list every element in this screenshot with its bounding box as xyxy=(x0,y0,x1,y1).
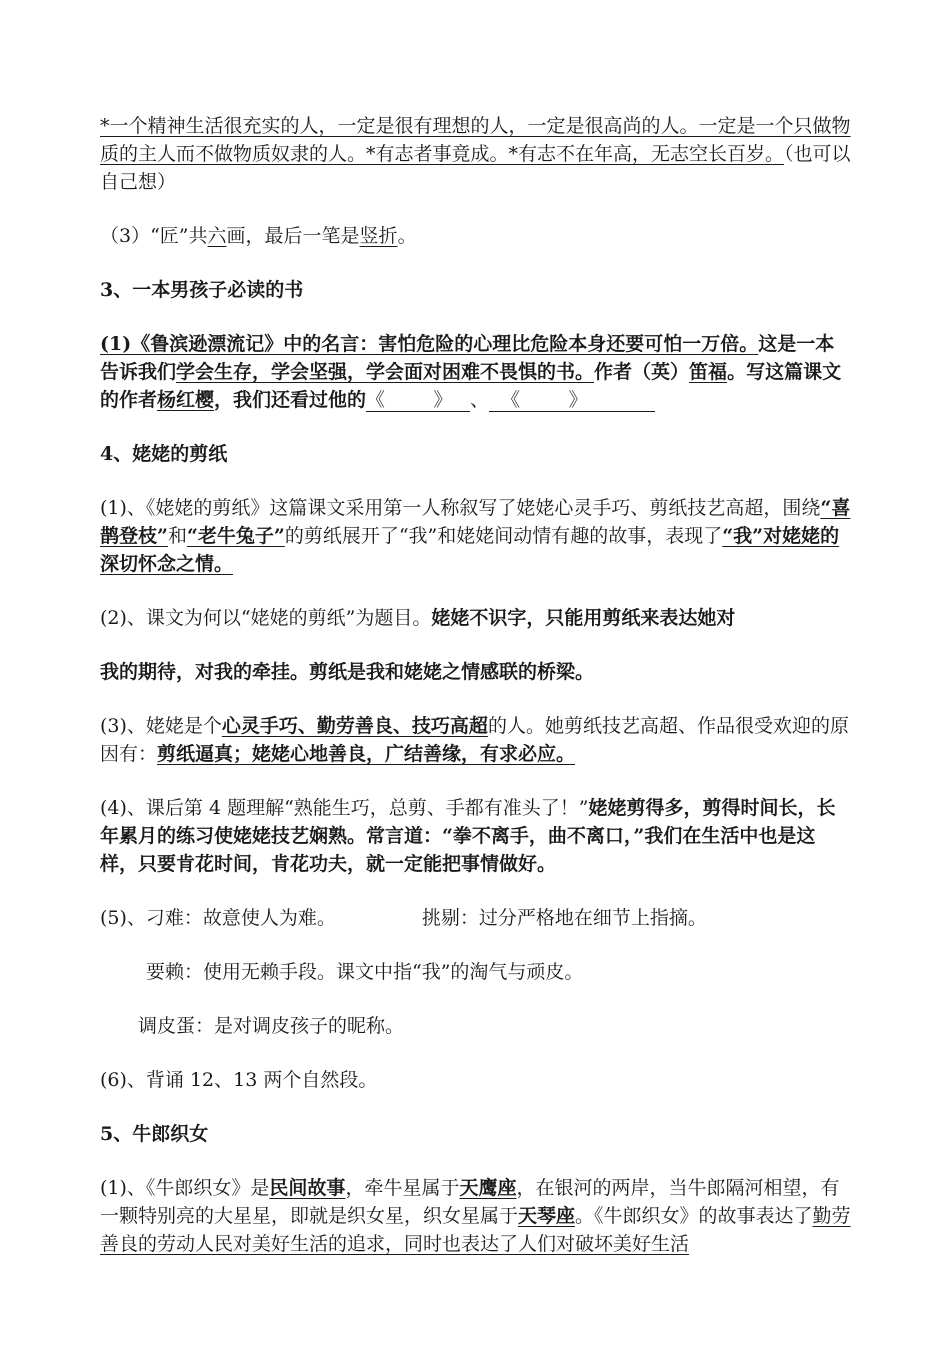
robinson-paragraph xyxy=(100,330,852,414)
vocab-term: (5)、刁难：故意使人为难。 xyxy=(100,907,336,929)
answer: 剪纸逼真；姥姥心地善良，广结善缘，有求必应。 xyxy=(157,743,576,765)
answer: 学会生存，学会坚强，学会面对困难不畏惧的书。 xyxy=(176,361,595,383)
answer: 姥姥剪得多，剪得时间长，长年累月的练习使姥姥技艺娴熟。常言道：“拳不离手，曲不离口，”我们在生活中也是这样，只要肯花时间，肯花功夫，就一定能把事情做好。 xyxy=(100,797,836,875)
cowherd-paragraph xyxy=(100,1174,852,1258)
vocab-line-2: 要赖：使用无赖手段。课文中指“我”的淘气与顽皮。 xyxy=(146,961,584,983)
text: 的人。她剪纸技艺高超、作品很受欢迎的原因有： xyxy=(100,715,849,765)
stroke-question xyxy=(100,222,852,250)
vocab-line-3: 调皮蛋：是对调皮孩子的昵称。 xyxy=(138,1015,405,1037)
text: 。写这篇课文的作者 xyxy=(100,361,842,411)
text: 。《牛郎织女》的故事表达了 xyxy=(575,1205,813,1227)
vocab-term: 挑剔：过分严格地在细节上指摘。 xyxy=(421,907,707,929)
papercut-paragraph-3 xyxy=(100,712,852,768)
answer: 姥姥不识字，只能用剪纸来表达她对 xyxy=(431,607,736,629)
quote-text: *一个精神生活很充实的人，一定是很有理想的人，一定是很高尚的人。一定是一个只做物质的主人而不做物质奴隶的人。*有志者事竟成。*有志不在年高，无志空长百岁。 xyxy=(100,115,851,165)
answer: 民间故事 xyxy=(269,1177,346,1199)
text: (4)、课后第 4 题理解“熟能生巧，总剪、手都有准头了！” xyxy=(100,797,589,819)
quote-note: （也可以自己想） xyxy=(100,143,851,193)
text: ，在银河的两岸，当牛郎隔河相望，有一颗特别亮的大星星，即就是织女星，织女星属于 xyxy=(100,1177,840,1227)
answer: “老牛兔子” xyxy=(186,525,285,547)
recite-line: (6)、背诵 12、13 两个自然段。 xyxy=(100,1069,378,1091)
section-heading-4: 4、姥姥的剪纸 xyxy=(100,443,228,465)
text: ，我们还看过他的 xyxy=(214,389,367,411)
text: 作者（英） xyxy=(594,361,690,383)
text: (1)、《牛郎织女》是 xyxy=(100,1177,270,1199)
text: (1)、《姥姥的剪纸》这篇课文采用第一人称叙写了姥姥心灵手巧、剪纸技艺高超，围绕 xyxy=(100,497,821,519)
section-heading-5: 5、牛郎织女 xyxy=(100,1123,209,1145)
section-heading-3: 3、一本男孩子必读的书 xyxy=(100,279,304,301)
text: (3)、姥姥是个 xyxy=(100,715,222,737)
quote-answer: ：害怕危险的心理比危险本身还要可怕一万倍。 xyxy=(359,333,759,355)
vocab-line-1 xyxy=(100,904,852,932)
papercut-paragraph-2 xyxy=(100,604,852,632)
blank-book-2: 《 》 xyxy=(489,389,655,412)
answer: 勤劳善良的劳动人民对美好生活的追求，同时也表达了人们对破坏美好生活 xyxy=(100,1205,851,1255)
papercut-paragraph-1 xyxy=(100,494,852,578)
answer: 心灵手巧、勤劳善良、技巧高超 xyxy=(221,715,488,737)
text: (2)、课文为何以“姥姥的剪纸”为题目。 xyxy=(100,607,432,629)
answer: 天鹰座 xyxy=(459,1177,517,1199)
text: 。 xyxy=(397,225,417,247)
text: 的剪纸展开了“我”和姥姥间动情有趣的故事，表现了 xyxy=(284,525,723,547)
author-answer: 笛福 xyxy=(689,361,728,383)
text: ，牵牛星属于 xyxy=(345,1177,460,1199)
author-answer: 杨红樱 xyxy=(157,389,215,411)
answer: 天琴座 xyxy=(518,1205,576,1227)
text: 画，最后一笔是 xyxy=(226,225,360,247)
text: (1)《鲁滨逊漂流记》中的名言 xyxy=(100,333,360,355)
answer-last-stroke: 竖折 xyxy=(359,225,398,247)
quote-paragraph xyxy=(100,112,852,196)
papercut-paragraph-4 xyxy=(100,794,852,878)
answer-stroke-count: 六 xyxy=(207,225,227,247)
blank-book-1: 《 》 xyxy=(366,389,470,412)
answer: “我”对姥姥的深切怀念之情。 xyxy=(100,525,840,575)
text: 和 xyxy=(167,525,187,547)
text: （3）“匠”共 xyxy=(100,225,208,247)
text: 这是一本告诉我们 xyxy=(100,333,835,383)
text: 、 xyxy=(470,389,490,411)
answer: “喜鹊登枝” xyxy=(100,497,851,547)
papercut-paragraph-2-cont: 我的期待，对我的牵挂。剪纸是我和姥姥之情感联的桥梁。 xyxy=(100,661,595,683)
